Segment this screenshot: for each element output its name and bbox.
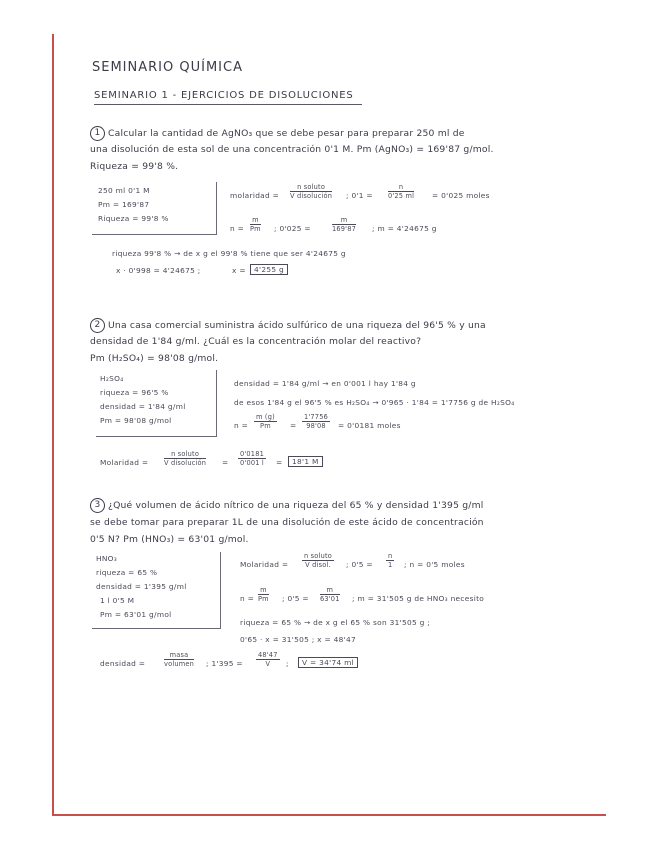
- ex1-calc-line: x · 0'998 = 4'24675 ;: [116, 266, 201, 275]
- ex3-data-line2: riqueza = 65 %: [96, 568, 158, 577]
- ex3-calc-line: 0'65 · x = 31'505 ; x = 48'47: [240, 635, 356, 644]
- ex2-data-line4: Pm = 98'08 g/mol: [100, 416, 172, 425]
- ex1-answer-prefix: x =: [232, 266, 246, 275]
- ex3-moles-fraction2: $\frac{m}{63'01}$: [320, 586, 340, 603]
- ex1-molarity-fraction2: $\frac{n}{0'25 ml}$: [388, 183, 415, 200]
- ex2-data-line3: densidad = 1'84 g/ml: [100, 402, 186, 411]
- ex1-riqueza-line: riqueza 99'8 % → de x g el 99'8 % tiene que ser 4'24675 g: [112, 249, 346, 258]
- ex3-density-mid: ; 1'395 =: [206, 659, 243, 668]
- ex1-statement-line1: 1 Calcular la cantidad de AgNO₃ que se debe pesar para preparar 250 ml de: [90, 126, 465, 141]
- ex2-statement-line3: Pm (H₂SO₄) = 98'08 g/mol.: [90, 353, 219, 364]
- ex1-moles-mid: ; 0'025 =: [274, 224, 311, 233]
- subtitle-underline: [94, 104, 362, 105]
- ex2-statement-line2: densidad de 1'84 g/ml. ¿Cuál es la concentración molar del reactivo?: [90, 336, 422, 347]
- ex2-data-line2: riqueza = 96'5 %: [100, 388, 169, 397]
- ex3-statement-line2: se debe tomar para preparar 1L de una disolución de este ácido de concentración: [90, 517, 484, 528]
- ex2-density-line: densidad = 1'84 g/ml → en 0'001 l hay 1'84 g: [234, 379, 416, 388]
- ex3-molarity-mid: ; 0'5 =: [346, 560, 373, 569]
- ex3-density-fraction2: $\frac{48'47}{V}$: [258, 651, 278, 668]
- ex1-molarity-fraction: n soluto V disolución: [290, 183, 333, 200]
- ex3-statement-line3: 0'5 N? Pm (HNO₃) = 63'01 g/mol.: [90, 534, 249, 545]
- ex2-answer-box: 18'1 M: [288, 456, 323, 467]
- ex3-density-sep: ;: [286, 659, 289, 668]
- notebook-page: [52, 34, 606, 816]
- ex1-statement-line2: una disolución de esta sol de una concentración 0'1 M. Pm (AgNO₃) = 169'87 g/mol.: [90, 144, 494, 155]
- ex2-molarity-eq2: =: [276, 458, 283, 467]
- ex3-molarity-label: Molaridad =: [240, 560, 289, 569]
- ex2-data-line1: H₂SO₄: [100, 374, 124, 383]
- ex3-molarity-fraction2: $\frac{n}{1}$: [387, 552, 393, 569]
- ex3-data-line4: 1 l 0'5 M: [100, 596, 135, 605]
- ex3-data-line5: Pm = 63'01 g/mol: [100, 610, 172, 619]
- ex1-statement-line3: Riqueza = 99'8 %.: [90, 161, 179, 172]
- ex1-molarity-mid: ; 0'1 =: [346, 191, 373, 200]
- ex2-molarity-eq: =: [222, 458, 229, 467]
- ex2-esos-line: de esos 1'84 g el 96'5 % es H₂SO₄ → 0'965 · 1'84 = 1'7756 g de H₂SO₄: [234, 398, 515, 407]
- ex3-data-line3: densidad = 1'395 g/ml: [96, 582, 187, 591]
- ex3-data-line1: HNO₃: [96, 554, 118, 563]
- ex3-moles-result: ; m = 31'505 g de HNO₃ necesito: [352, 594, 485, 603]
- ex1-data-line1: 250 ml 0'1 M: [98, 186, 150, 195]
- ex2-moles-fraction2: $\frac{1'7756}{98'08}$: [304, 413, 328, 430]
- ex2-statement-line1: 2 Una casa comercial suministra ácido sulfúrico de una riqueza del 96'5 % y una: [90, 318, 486, 333]
- page-subtitle: SEMINARIO 1 - EJERCICIOS DE DISOLUCIONES: [94, 90, 354, 101]
- ex1-moles-result: ; m = 4'24675 g: [372, 224, 437, 233]
- ex2-moles-result: = 0'0181 moles: [338, 421, 401, 430]
- ex1-data-line2: Pm = 169'87: [98, 200, 150, 209]
- ex3-answer-box: V = 34'74 ml: [298, 657, 358, 668]
- ex2-molarity-fraction: n soluto V disolución: [164, 450, 207, 467]
- ex1-number: 1: [90, 126, 105, 141]
- ex3-riqueza-line: riqueza = 65 % → de x g el 65 % son 31'505 g ;: [240, 618, 431, 627]
- ex2-molarity-label: Molaridad =: [100, 458, 149, 467]
- ex3-moles-fraction: $\frac{m}{Pm}$: [258, 586, 269, 603]
- ex2-number: 2: [90, 318, 105, 333]
- page-title: SEMINARIO QUÍMICA: [92, 60, 243, 75]
- ex3-molarity-result: ; n = 0'5 moles: [404, 560, 465, 569]
- ex1-answer-box: 4'255 g: [250, 264, 288, 275]
- ex2-molarity-fraction2: $\frac{0'0181}{0'001 l}$: [240, 450, 264, 467]
- ex2-moles-eq: =: [290, 421, 297, 430]
- ex3-number: 3: [90, 498, 105, 513]
- ex1-data-line3: Riqueza = 99'8 %: [98, 214, 169, 223]
- ex1-molarity-result: = 0'025 moles: [432, 191, 490, 200]
- ex2-moles-fraction: $\frac{m (g)}{Pm}$: [256, 413, 275, 430]
- ex1-moles-fraction2: $\frac{m}{169'87}$: [332, 216, 356, 233]
- ex1-moles-label: n =: [230, 224, 245, 233]
- ex1-moles-fraction: $\frac{m}{Pm}$: [250, 216, 261, 233]
- ex3-density-fraction: masa volumen: [164, 651, 195, 668]
- ex3-moles-mid: ; 0'5 =: [282, 594, 309, 603]
- ex3-moles-label: n =: [240, 594, 255, 603]
- ex3-statement-line1: 3 ¿Qué volumen de ácido nítrico de una riqueza del 65 % y densidad 1'395 g/ml: [90, 498, 484, 513]
- ex3-density-label: densidad =: [100, 659, 146, 668]
- ex3-molarity-fraction: n soluto V disol.: [304, 552, 332, 569]
- ex1-molarity-label: molaridad =: [230, 191, 280, 200]
- ex2-moles-label: n =: [234, 421, 249, 430]
